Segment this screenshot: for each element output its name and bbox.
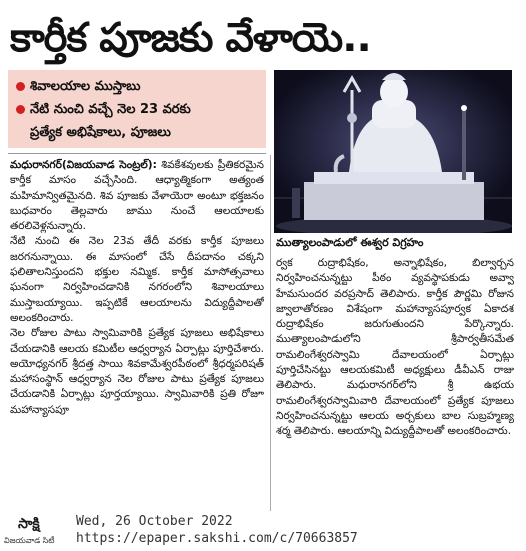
- column-divider: [270, 155, 271, 511]
- lead-text: శివకేశవులకు ప్రీతికరమైన కార్తీక మాసం వచ్చేసింది. ఆధ్యాత్మికంగా అత్యంత మహిమాన్వితమైనది. శివ పూజకు వేళాయెరా అంటూ భక్తజనం బుధవారం తెల్లవారు జాము నుంచే ఆలయాలకు తరలివెళ్లనున్నారు.: [10, 159, 264, 233]
- shiva-statue-photo: [274, 70, 512, 233]
- subhead-bullet-text: శివాలయాల ముస్తాబు: [30, 79, 141, 94]
- subhead-bullet-text: ప్రత్యేక అభిషేకాలు, పూజలు: [30, 125, 171, 140]
- dateline: మధురానగర్‌(విజయవాడ సెంట్రల్‌):: [10, 159, 157, 171]
- article-paragraph: నేటి నుంచి ఈ నెల 23వ తేదీ వరకు కార్తీక పూజలు జరగనున్నాయి. ఈ మాసంలో చేసే దీపదానం చక్కని ఫలితాలనిస్తుందని భక్తుల నమ్మిక. కార్తీక మాసోత్సవాలు ఘనంగా నిర్వహించడానికి నగరంలోని శివాలయాలు ముస్తాబయ్యాయి. ఇప్పటికే ఆలయాలను విద్యుద్దీపాలతో అలంకరించారు.: [10, 235, 264, 324]
- subhead-bullet-text: నేటి నుంచి వచ్చే నెల 23 వరకు: [30, 102, 191, 117]
- epaper-footer: [0, 511, 526, 551]
- sakshi-logo: [4, 516, 72, 548]
- article-paragraph: [10, 158, 264, 234]
- article-paragraph: ర్వక రుద్రాభిషేకం, అన్నాభిషేకం, బిల్వార్చన నిర్వహించనున్నట్టు పీఠం వ్యవస్థాపకుడు అవ్వా హేమసుందర వరప్రసాద్‌ తెలిపారు. కార్తీక పౌర్ణమి రోజున జ్వాలాతోరణం విశేషంగా మహాన్యాసపూర్వక ఏకాదశ రుద్రాభిషేకం జరుగుతుందని పేర్కొన్నారు. ముత్యాలంపాడులోని శ్రీపార్వతీసమేత రామలింగేశ్వరస్వామి దేవాలయంలో ఏర్పాట్లు పూర్తిచేసినట్టు ఆలయకమిటీ అధ్యక్షులు డీవీఎన్‌ రాజు తెలిపారు. మధురానగర్‌లోని శ్రీ ఉభయ రామలింగేశ్వరస్వామివారి దేవాలయంలో ప్రత్యేక పూజలు నిర్వహించనున్నట్టు ఆలయ అర్చకులు బాల సుబ్రహ్మణ్య శర్మ తెలిపారు. ఆలయాన్ని విద్యుద్దీపాలతో అలంకరించారు.: [276, 257, 514, 438]
- epaper-url[interactable]: https://epaper.sakshi.com/c/70663857: [76, 531, 358, 546]
- logo-text: సాక్షి: [18, 516, 40, 532]
- photo-caption: ముత్యాలంపాడులో ఈశ్వర విగ్రహం: [276, 236, 424, 249]
- divider: [8, 153, 266, 154]
- subhead-bullet: [16, 78, 141, 96]
- subhead-bullet: [16, 124, 171, 142]
- article-column-1: [10, 158, 264, 510]
- article-paragraph: నెల రోజుల పాటు స్వామివారికి ప్రత్యేక పూజలు అభిషేకాలు చేయడానికి ఆలయ కమిటీల ఆధ్వర్యాన ఏర్పాట్లు పూర్తిచేశారు. అయోధ్యనగర్‌ శ్రీదత్త సాయి శివకామేశ్వరపీఠంలో శ్రీధర్మపరిషత్‌ మహాసంస్థాన్‌ ఆధ్వర్యాన నెల రోజుల పాటు ప్రత్యేక పూజలు చేయడానికి ఏర్పాట్లు పూర్తయ్యాయి. స్వామివారికి ప్రతి రోజూ మహాన్యాసపూ: [10, 327, 264, 416]
- article-column-2: [276, 256, 514, 510]
- bullet-dot-icon: [16, 82, 25, 91]
- subhead-bullet: [16, 101, 191, 119]
- shiva-statue-image: [274, 70, 512, 233]
- subhead-box: [8, 70, 266, 148]
- publication-date: Wed, 26 October 2022: [76, 514, 233, 529]
- edition-text: విజయవాడ సిటీ: [4, 536, 55, 545]
- bullet-dot-icon: [16, 105, 25, 114]
- headline: కార్తీక పూజకు వేళాయె..: [10, 15, 371, 61]
